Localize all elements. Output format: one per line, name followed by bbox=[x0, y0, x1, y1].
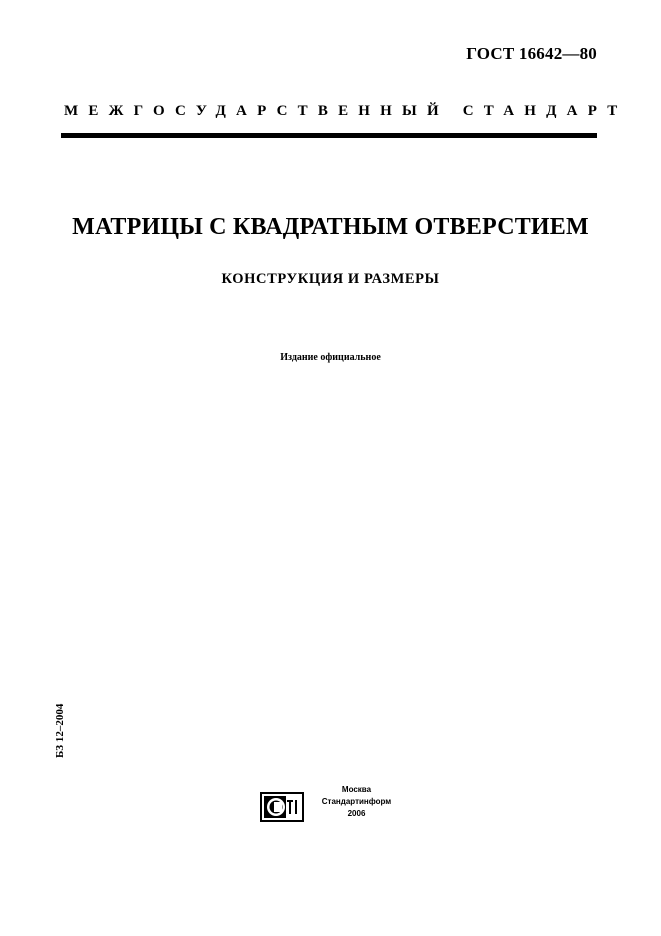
gost-number: ГОСТ 16642—80 bbox=[466, 44, 597, 63]
publisher-info bbox=[309, 784, 404, 820]
document-subtitle: КОНСТРУКЦИЯ И РАЗМЕРЫ bbox=[221, 271, 440, 287]
document-title: МАТРИЦЫ С КВАДРАТНЫМ ОТВЕРСТИЕМ bbox=[72, 214, 589, 240]
standard-type-heading: МЕЖГОСУДАРСТВЕННЫЙ СТАНДАРТ bbox=[64, 103, 628, 119]
edition-note: Издание официальное bbox=[280, 352, 381, 363]
publisher-name: Стандартинформ bbox=[321, 797, 392, 806]
standartinform-logo-icon bbox=[260, 792, 304, 822]
publication-year: 2006 bbox=[347, 809, 366, 818]
publisher-city: Москва bbox=[341, 785, 372, 794]
side-code: БЗ 12–2004 bbox=[54, 703, 66, 758]
header-divider bbox=[61, 133, 597, 138]
